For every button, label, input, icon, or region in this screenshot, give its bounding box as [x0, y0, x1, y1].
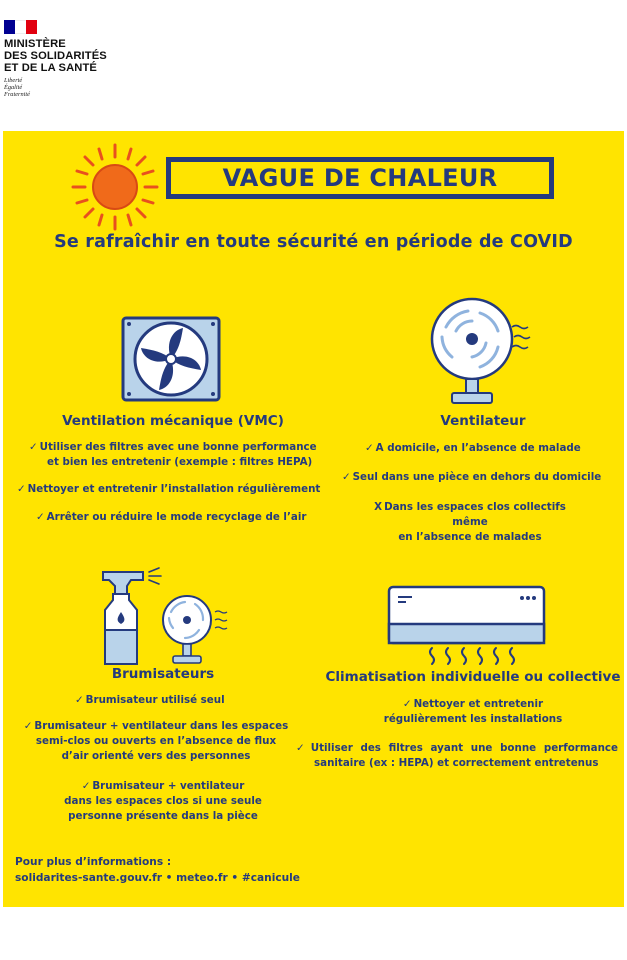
info-footer: [15, 854, 300, 886]
ventilateur-item-1: [365, 441, 581, 456]
motto-line-1: Liberté: [4, 77, 23, 84]
clim-item-1-line-2: régulièrement les installations: [383, 713, 563, 725]
motto-line-2: Égalité: [4, 84, 23, 91]
clim-heading: Climatisation individuelle ou collective: [325, 669, 621, 685]
flag-red: [26, 20, 37, 34]
flag-white: [15, 20, 26, 34]
vmc-item-2-line-1: Nettoyer et entretenir l’installation régulièrement: [27, 483, 321, 495]
brumisateurs-item-1-line-1: Brumisateur utilisé seul: [85, 694, 225, 706]
ventilateur-item-1-line-1: A domicile, en l’absence de malade: [375, 442, 581, 454]
footer-line-1: Pour plus d’informations :: [15, 856, 172, 868]
vent-fan-icon: [121, 316, 221, 402]
spray-bottle-icon: [87, 564, 237, 672]
vmc-heading: Ventilation mécanique (VMC): [62, 413, 284, 429]
motto-line-3: Fraternité: [4, 91, 30, 98]
footer-links[interactable]: solidarites-sante.gouv.fr • meteo.fr • #canicule: [15, 872, 300, 884]
vmc-item-3-line-1: Arrêter ou réduire le mode recyclage de l’air: [46, 511, 307, 523]
vmc-item-3: [36, 510, 306, 525]
clim-item-1-line-1: Nettoyer et entretenir: [413, 698, 544, 710]
brumisateurs-item-1: [75, 693, 225, 708]
brumisateurs-item-3-line-1: Brumisateur + ventilateur: [92, 780, 245, 792]
ventilateur-item-2: [342, 470, 601, 485]
ventilateur-item-2-line-1: Seul dans une pièce en dehors du domicile: [352, 471, 602, 483]
ministry-line-3: ET DE LA SANTÉ: [4, 62, 97, 74]
brumisateurs-item-3-line-2: dans les espaces clos si une seule: [64, 795, 262, 807]
brumisateurs-heading: Brumisateurs: [111, 666, 215, 682]
vmc-item-1-line-1: Utiliser des filtres avec une bonne performance: [39, 441, 317, 453]
clim-item-2-line-1: Utiliser des filtres ayant une bonne performance: [310, 742, 618, 754]
ventilateur-item-3-line-1: Dans les espaces clos collectifs même: [384, 501, 566, 528]
ministry-line-2: DES SOLIDARITÉS: [4, 50, 107, 62]
check-icon: ✓: [29, 441, 38, 453]
clim-item-2-line-2: sanitaire (ex : HEPA) et correctement entretenus: [314, 757, 599, 769]
ministry-line-1: MINISTÈRE: [4, 38, 66, 50]
ministry-logo: [4, 20, 144, 98]
brumisateurs-item-2-line-2: semi-clos ou ouverts en l’absence de flux: [35, 735, 277, 747]
check-icon: ✓: [23, 720, 33, 732]
ventilateur-item-3: [355, 500, 585, 545]
ventilateur-heading: Ventilateur: [440, 413, 526, 429]
check-icon: ✓: [75, 694, 84, 706]
check-icon: ✓: [81, 780, 91, 792]
title-banner: [166, 157, 554, 199]
brumisateurs-item-3: [43, 779, 283, 824]
flag-blue: [4, 20, 15, 34]
check-icon: ✓: [365, 442, 374, 454]
electric-fan-icon: [428, 297, 538, 407]
sun-icon: [69, 141, 161, 233]
check-icon: ✓: [36, 511, 45, 523]
brumisateurs-item-2: [21, 719, 291, 764]
vmc-item-1: [29, 440, 317, 470]
check-icon: ✓: [17, 483, 26, 495]
poster-title: VAGUE DE CHALEUR: [171, 162, 549, 194]
brumisateurs-item-3-line-3: personne présente dans la pièce: [68, 810, 258, 822]
flag-icon: [4, 20, 37, 34]
ventilateur-item-3-line-2: en l’absence de malades: [398, 531, 542, 543]
cross-icon: X: [374, 501, 383, 513]
heatwave-poster: [3, 131, 624, 907]
check-icon: ✓: [296, 742, 309, 754]
clim-item-2: [296, 741, 618, 771]
clim-item-1: [363, 697, 583, 727]
air-conditioner-icon: [386, 584, 548, 670]
poster-subtitle: Se rafraîchir en toute sécurité en période de COVID: [54, 232, 573, 252]
check-icon: ✓: [402, 698, 412, 710]
brumisateurs-item-2-line-3: d’air orienté vers des personnes: [61, 750, 251, 762]
check-icon: ✓: [342, 471, 351, 483]
brumisateurs-item-2-line-1: Brumisateur + ventilateur dans les espaces: [34, 720, 289, 732]
vmc-item-1-line-2: et bien les entretenir (exemple : filtres HEPA): [47, 456, 313, 468]
vmc-item-2: [17, 482, 320, 497]
